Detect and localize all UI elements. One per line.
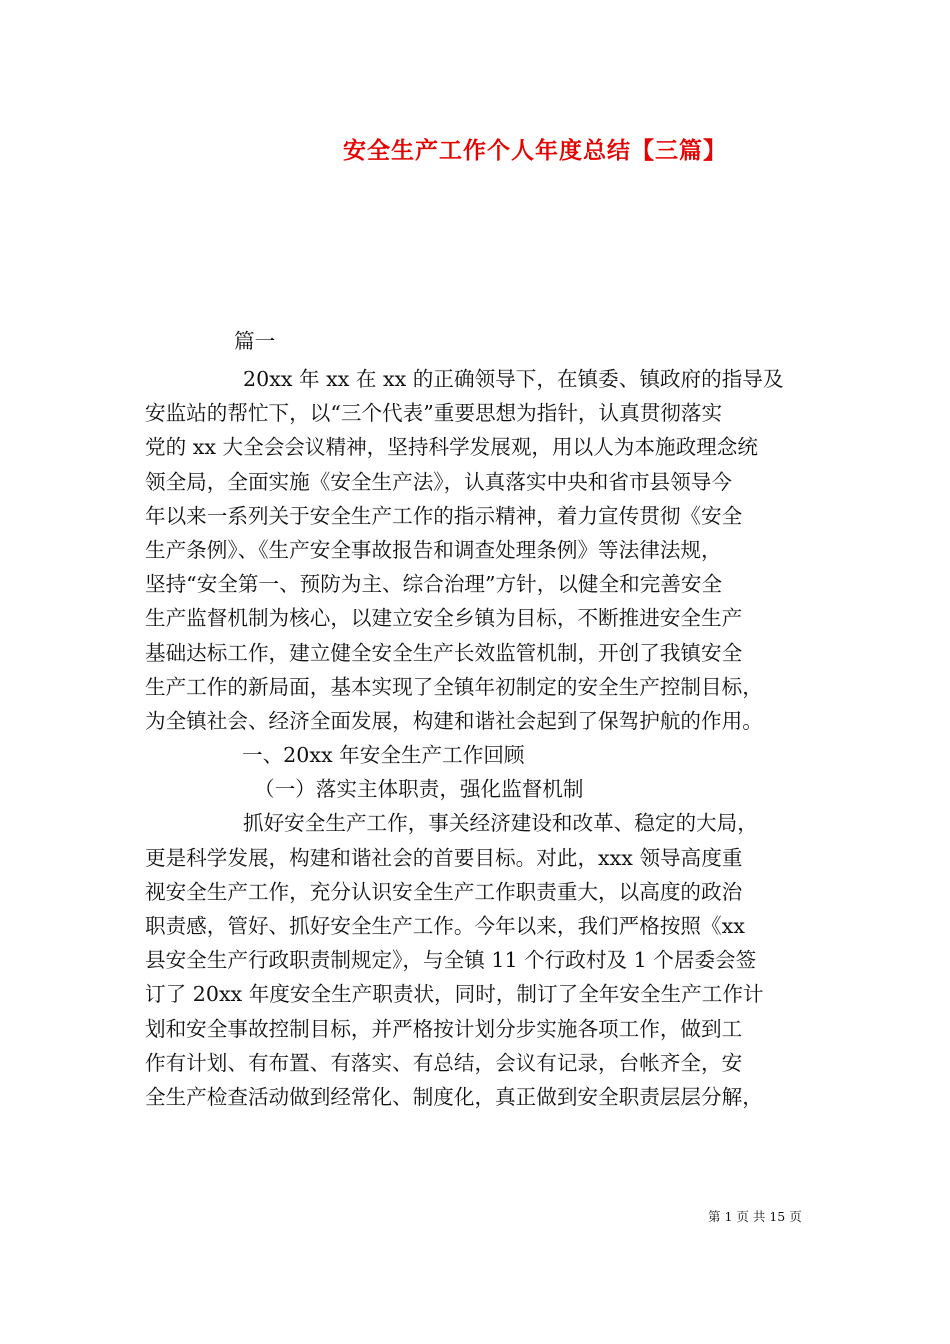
paragraph-line: 基础达标工作，建立健全安全生产长效监管机制，开创了我镇安全 [145, 640, 743, 665]
paragraph-line: 年以来一系列关于安全生产工作的指示精神，着力宣传贯彻《安全 [145, 503, 743, 528]
paragraph-line: 生产工作的新局面，基本实现了全镇年初制定的安全生产控制目标， [145, 674, 763, 699]
paragraph-line: 订了 20xx 年度安全生产职责状，同时，制订了全年安全生产工作计 [145, 982, 764, 1007]
section-label: 篇一 [234, 329, 276, 353]
paragraph-line: 领全局，全面实施《安全生产法》，认真落实中央和省市县领导今 [145, 469, 732, 494]
paragraph-line: 生产监督机制为核心，以建立安全乡镇为目标，不断推进安全生产 [145, 606, 743, 631]
page-number-footer: 第 1 页 共 15 页 [708, 1209, 802, 1224]
paragraph-line: 职责感，管好、抓好安全生产工作。今年以来，我们严格按照《xx [145, 914, 745, 938]
section-heading: 一、20xx 年安全生产工作回顾 [242, 743, 525, 768]
paragraph-line: 抓好安全生产工作，事关经济建设和改革、稳定的大局， [243, 811, 758, 836]
paragraph-line: 划和安全事故控制目标，并严格按计划分步实施各项工作，做到工 [145, 1016, 743, 1041]
paragraph-line: 安监站的帮忙下，以“三个代表”重要思想为指针，认真贯彻落实 [145, 401, 723, 426]
paragraph-line: 党的 xx 大全会会议精神，坚持科学发展观，用以人为本施政理念统 [145, 435, 758, 460]
paragraph-line: 20xx 年 xx 在 xx 的正确领导下，在镇委、镇政府的指导及 [243, 367, 784, 391]
paragraph-line: 坚持“安全第一、预防为主、综合治理”方针，以健全和完善安全 [145, 572, 723, 597]
document-body [145, 362, 810, 1114]
paragraph-line: 更是科学发展，构建和谐社会的首要目标。对此，xxx 领导高度重 [145, 845, 743, 870]
paragraph-line: 为全镇社会、经济全面发展，构建和谐社会起到了保驾护航的作用。 [145, 708, 763, 733]
subsection-heading: （一）落实主体职责，强化监督机制 [254, 777, 584, 802]
paragraph-line: 县安全生产行政职责制规定》，与全镇 11 个行政村及 1 个居委会签 [145, 948, 757, 973]
paragraph-line: 全生产检查活动做到经常化、制度化，真正做到安全职责层层分解， [145, 1084, 763, 1109]
paragraph-line: 作有计划、有布置、有落实、有总结，会议有记录，台帐齐全，安 [145, 1050, 743, 1075]
document-title: 安全生产工作个人年度总结【三篇】 [343, 137, 727, 164]
paragraph-line: 生产条例》、《生产安全事故报告和调查处理条例》等法律法规， [145, 537, 722, 562]
paragraph-line: 视安全生产工作，充分认识安全生产工作职责重大，以高度的政治 [145, 879, 743, 904]
